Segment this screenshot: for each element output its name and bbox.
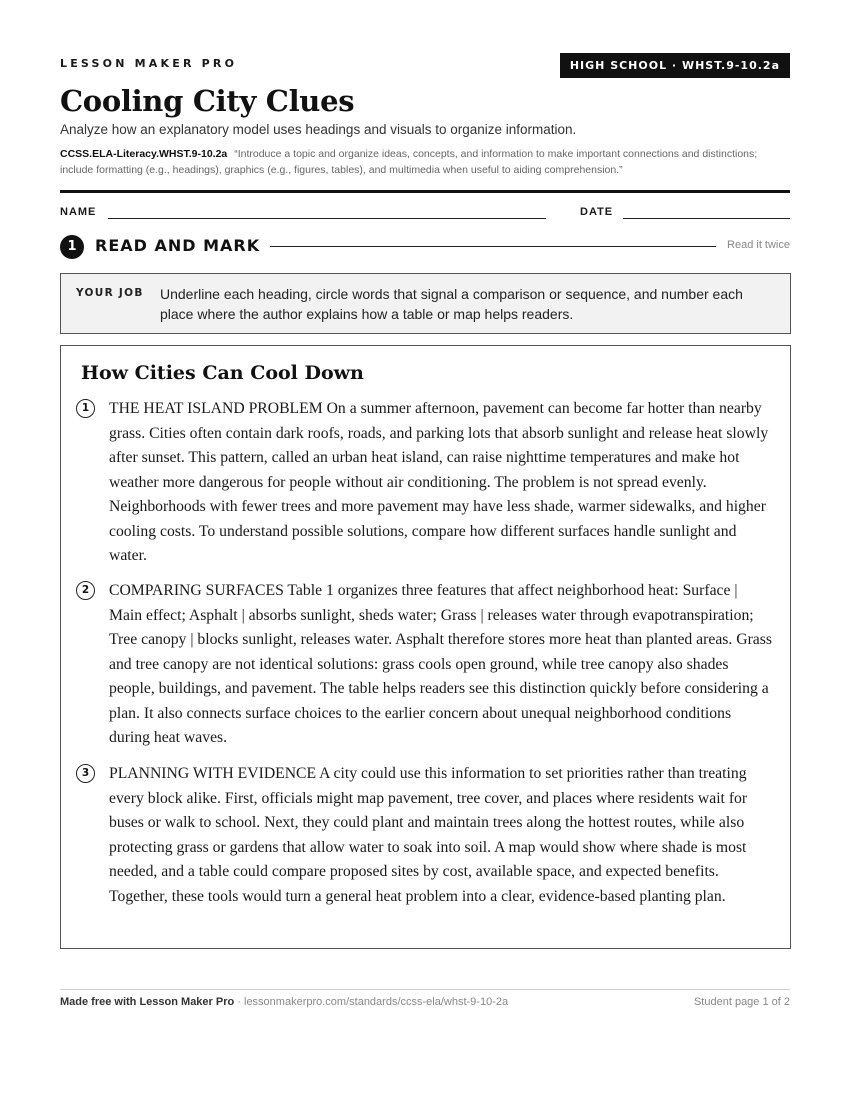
grade-badge: HIGH SCHOOL · WHST.9-10.2a bbox=[560, 53, 790, 78]
your-job-text: Underline each heading, circle words that signal a comparison or sequence, and number each place where the author explains how a table or map helps readers. bbox=[160, 286, 743, 322]
name-field[interactable] bbox=[108, 218, 546, 219]
paragraph-number: 3 bbox=[76, 764, 95, 783]
paragraph-number: 1 bbox=[76, 399, 95, 418]
section-note: Read it twice bbox=[727, 239, 790, 251]
date-label: DATE bbox=[580, 206, 614, 218]
page-indicator: Student page 1 of 2 bbox=[693, 996, 790, 1008]
brand-name: LESSON MAKER PRO bbox=[60, 57, 238, 70]
footer-made-with: Made free with Lesson Maker Pro bbox=[60, 996, 235, 1008]
reading-passage bbox=[60, 345, 791, 949]
date-field[interactable] bbox=[623, 218, 790, 219]
worksheet-subtitle: Analyze how an explanatory model uses headings and visuals to organize information. bbox=[60, 122, 577, 137]
section-title: READ AND MARK bbox=[95, 236, 261, 255]
worksheet-title: Cooling City Clues bbox=[60, 84, 355, 118]
header-divider bbox=[60, 190, 790, 193]
section-divider bbox=[270, 246, 716, 247]
footer-divider bbox=[60, 989, 790, 990]
standard-citation bbox=[60, 147, 790, 178]
paragraph-number: 2 bbox=[76, 581, 95, 600]
section-number-badge: 1 bbox=[60, 235, 84, 259]
your-job-label: YOUR JOB bbox=[76, 287, 144, 299]
your-job-box bbox=[60, 273, 791, 334]
footer-url[interactable]: · lessonmakerpro.com/standards/ccss-ela/whst-9-10-2a bbox=[234, 996, 509, 1008]
name-label: NAME bbox=[60, 206, 97, 218]
paragraph-text: THE HEAT ISLAND PROBLEM On a summer afternoon, pavement can become far hotter than nearby grass. Cities often contain dark roofs, roads, and parking lots that absorb sunlight and release heat slowly after sunset. This pattern, called an urban heat island, can raise nighttime temperatures and make hot weather more dangerous for people without air conditioning. The problem is not spread evenly. Neighborhoods with fewer trees and more pavement may have less shade, warmer sidewalks, and higher cooling costs. To understand possible solutions, compare how different surfaces handle sunlight and water. bbox=[109, 400, 769, 564]
paragraph-text: COMPARING SURFACES Table 1 organizes three features that affect neighborhood heat: Surface | Main effect; Asphalt | absorbs sunlight, sheds water; Grass | releases water through evapotranspiration; Tree canopy | blocks sunlight, releases water. Asphalt therefore stores more heat than planted areas. Grass and tree canopy are not identical solutions: grass cools open ground, while tree canopy also shades people, buildings, and pavement. The table helps readers see this distinction quickly before considering a plan. It also connects surface choices to the earlier concern about unequal neighborhood conditions during heat waves. bbox=[109, 582, 772, 746]
standard-code: CCSS.ELA-Literacy.WHST.9-10.2a bbox=[60, 148, 228, 160]
standard-text: “Introduce a topic and organize ideas, concepts, and information to make important connections and distinctions; include formatting (e.g., headings), graphics (e.g., figures, tables), and multimedia when useful to aiding comprehension.” bbox=[60, 148, 758, 176]
paragraph-text: PLANNING WITH EVIDENCE A city could use this information to set priorities rather than treating every block alike. First, officials might map pavement, tree cover, and places where residents wait for buses or walk to school. Next, they could plant and maintain trees along the hottest routes, while also protecting grass or gardens that allow water to soak into soil. A map would show where shade is most needed, and a table could compare proposed sites by cost, available space, and expected benefits. Together, these tools would turn a general heat problem into a clear, evidence-based planting plan. bbox=[109, 765, 748, 905]
footer-credit bbox=[60, 996, 508, 1008]
passage-title: How Cities Can Cool Down bbox=[81, 362, 364, 384]
